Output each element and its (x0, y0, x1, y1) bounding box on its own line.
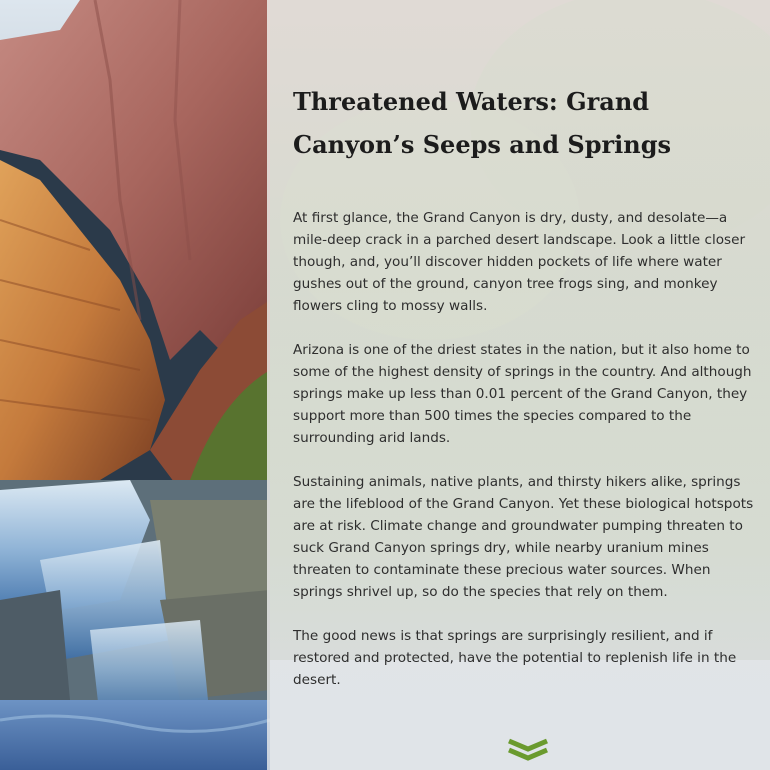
article-body (293, 207, 763, 713)
double-chevron-down-icon[interactable] (505, 738, 551, 762)
paragraph-3: Sustaining animals, native plants, and thirsty hikers alike, springs are the lifeblood of the Grand Canyon. Yet these biological hotspots are at risk. Climate change and groundwater pumping threaten to suck Grand Canyon springs dry, while nearby uranium mines threaten to contaminate these precious water sources. When springs shrivel up, so do the species that rely on them. (293, 474, 754, 600)
article-title: Threatened Waters: Grand Canyon’s Seeps and Springs (293, 87, 671, 159)
paragraph-1: At first glance, the Grand Canyon is dry, dusty, and desolate—a mile-deep crack in a parched desert landscape. Look a little closer though, and, you’ll discover hidden pockets of life where water gushes out of the ground, canyon tree frogs sing, and monkey flowers cling to mossy walls. (293, 210, 746, 314)
paragraph-4: The good news is that springs are surprisingly resilient, and if restored and protected, have the potential to replenish life in the desert. (293, 628, 737, 688)
paragraph-2: Arizona is one of the driest states in the nation, but it also home to some of the highest density of springs in the country. And although springs make up less than 0.01 percent of the Grand Canyon, they support more than 500 times the species compared to the surrounding arid lands. (293, 342, 752, 446)
